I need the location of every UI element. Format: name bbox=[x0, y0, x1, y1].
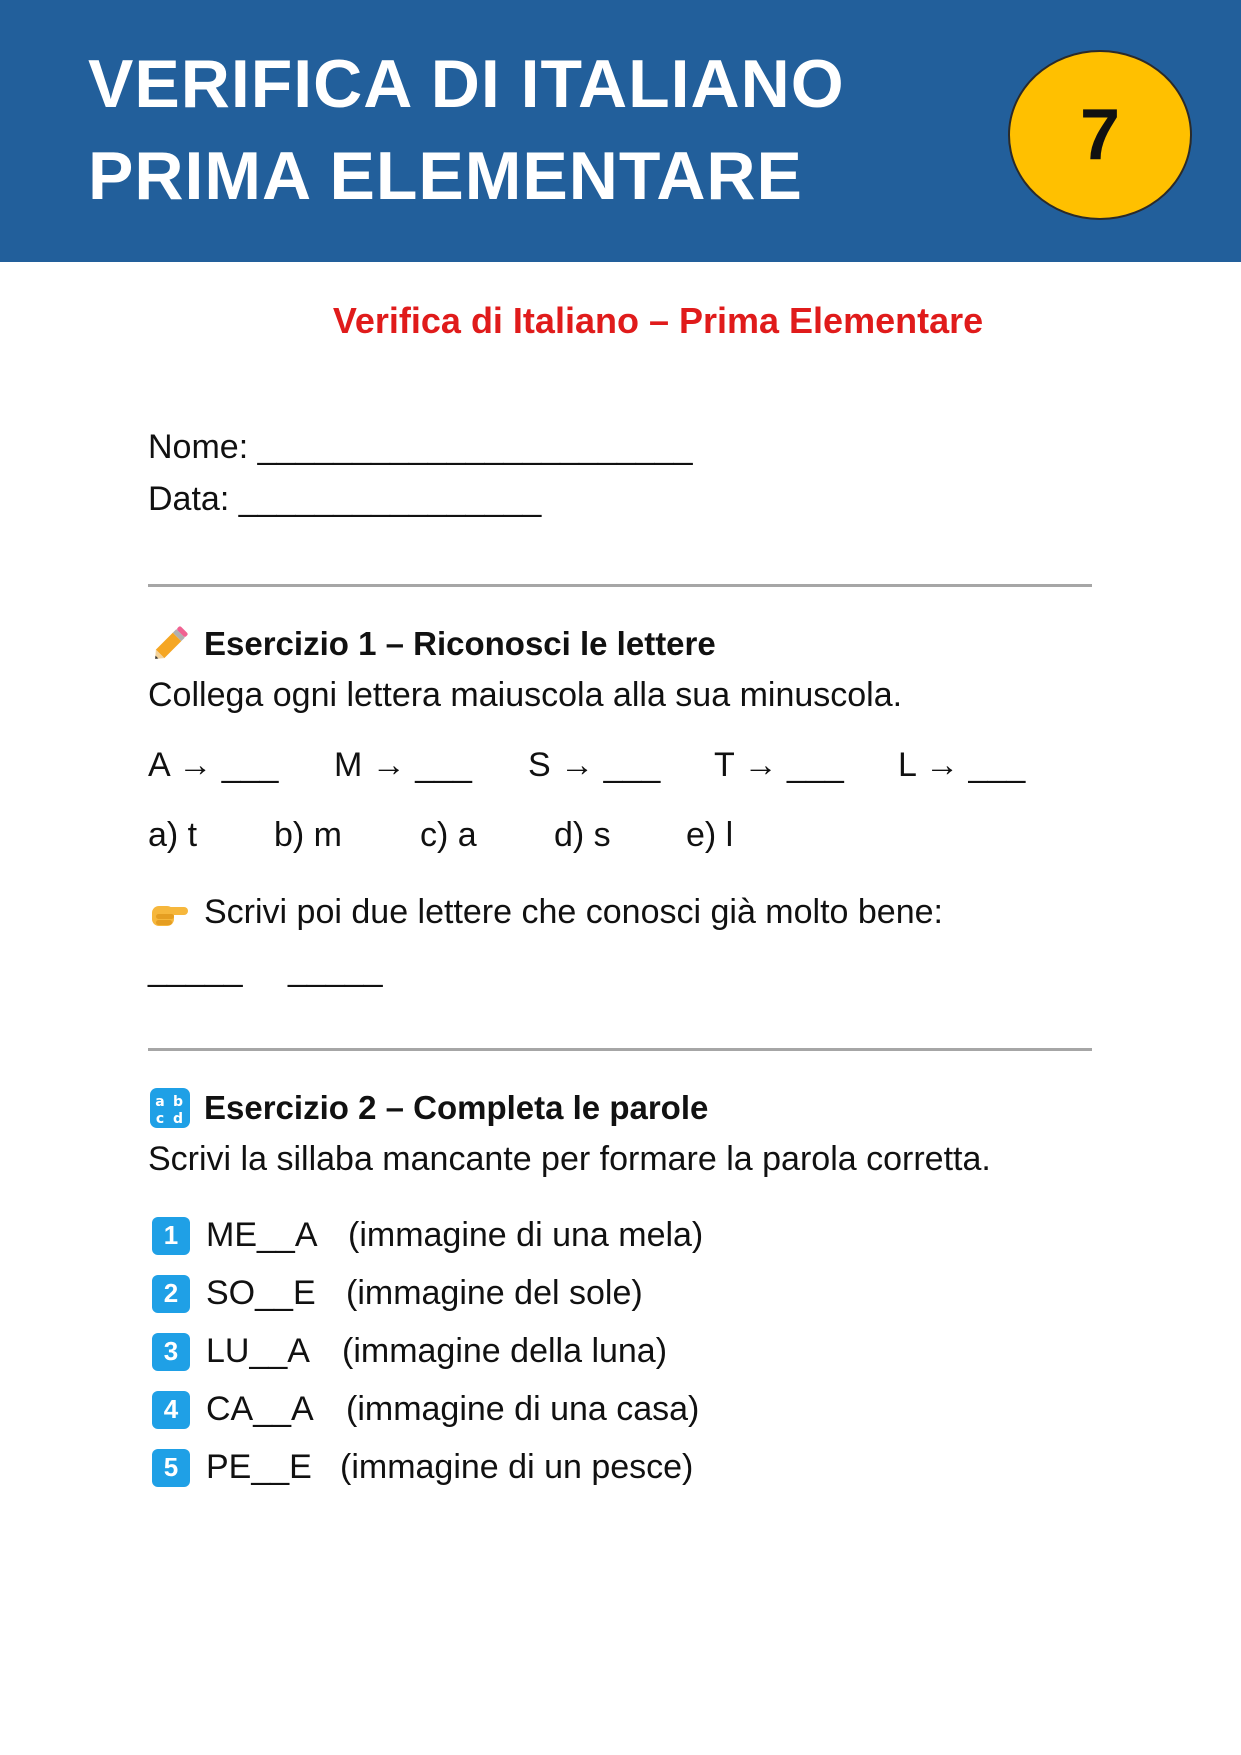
word-blank[interactable]: SO__E bbox=[206, 1274, 316, 1312]
list-item bbox=[152, 1216, 703, 1255]
list-item bbox=[152, 1274, 643, 1313]
number-4-icon: 4 bbox=[152, 1391, 190, 1429]
uppercase-item[interactable]: A → ___ bbox=[148, 746, 279, 784]
uppercase-item[interactable]: M → ___ bbox=[334, 746, 472, 784]
uppercase-item[interactable]: S → ___ bbox=[528, 746, 661, 784]
number-3-icon: 3 bbox=[152, 1333, 190, 1371]
exercise1-prompt bbox=[148, 890, 943, 934]
exercise2-heading bbox=[148, 1086, 708, 1130]
header-title bbox=[88, 38, 845, 222]
exercise1-heading bbox=[148, 622, 716, 666]
image-hint: (immagine di un pesce) bbox=[340, 1448, 694, 1486]
list-item bbox=[152, 1390, 699, 1429]
divider bbox=[148, 1048, 1092, 1051]
number-1-icon: 1 bbox=[152, 1217, 190, 1255]
image-hint: (immagine della luna) bbox=[342, 1332, 668, 1370]
header-title-line1: VERIFICA DI ITALIANO bbox=[88, 46, 845, 122]
exercise1-instruction: Collega ogni lettera maiuscola alla sua minuscola. bbox=[148, 676, 903, 714]
test-number-badge: 7 bbox=[1008, 50, 1192, 220]
date-field[interactable]: Data: ________________ bbox=[148, 480, 542, 518]
list-item bbox=[152, 1332, 667, 1371]
abcd-icon bbox=[148, 1086, 192, 1130]
lowercase-option: a) t bbox=[148, 816, 198, 854]
lowercase-option: d) s bbox=[554, 816, 611, 854]
svg-text:b: b bbox=[172, 1094, 184, 1110]
exercise2-heading-text: Esercizio 2 – Completa le parole bbox=[204, 1089, 709, 1126]
word-blank[interactable]: PE__E bbox=[206, 1448, 312, 1486]
word-blank[interactable]: LU__A bbox=[206, 1332, 310, 1370]
exercise1-prompt-text: Scrivi poi due lettere che conosci già molto bene: bbox=[204, 892, 943, 931]
lowercase-option: b) m bbox=[274, 816, 342, 854]
header-banner bbox=[0, 0, 1241, 262]
pencil-icon bbox=[148, 622, 192, 666]
exercise1-heading-text: Esercizio 1 – Riconosci le lettere bbox=[204, 625, 716, 662]
answer-blank[interactable]: _____ bbox=[288, 950, 383, 988]
name-field[interactable]: Nome: _______________________ bbox=[148, 428, 693, 466]
image-hint: (immagine di una casa) bbox=[346, 1390, 700, 1428]
uppercase-item[interactable]: L → ___ bbox=[898, 746, 1026, 784]
header-title-line2: PRIMA ELEMENTARE bbox=[88, 138, 803, 214]
image-hint: (immagine del sole) bbox=[346, 1274, 643, 1312]
svg-text:c: c bbox=[155, 1111, 165, 1127]
number-2-icon: 2 bbox=[152, 1275, 190, 1313]
list-item bbox=[152, 1448, 693, 1487]
svg-text:a: a bbox=[155, 1094, 165, 1110]
lowercase-option: e) l bbox=[686, 816, 734, 854]
pointing-hand-icon bbox=[148, 890, 192, 934]
word-blank[interactable]: ME__A bbox=[206, 1216, 318, 1254]
number-5-icon: 5 bbox=[152, 1449, 190, 1487]
image-hint: (immagine di una mela) bbox=[348, 1216, 704, 1254]
exercise2-instruction: Scrivi la sillaba mancante per formare la parola corretta. bbox=[148, 1140, 991, 1178]
word-blank[interactable]: CA__A bbox=[206, 1390, 314, 1428]
svg-text:d: d bbox=[172, 1111, 184, 1127]
uppercase-item[interactable]: T → ___ bbox=[714, 746, 844, 784]
lowercase-option: c) a bbox=[420, 816, 477, 854]
divider bbox=[148, 584, 1092, 587]
answer-blank[interactable]: _____ bbox=[148, 950, 243, 988]
document-title: Verifica di Italiano – Prima Elementare bbox=[332, 300, 984, 341]
